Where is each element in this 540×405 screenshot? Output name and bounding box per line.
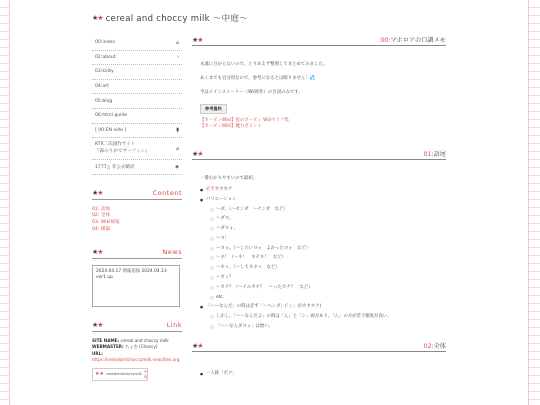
list-item: ○ 〜ダヨォ。 bbox=[210, 226, 438, 232]
main-content bbox=[192, 36, 446, 381]
sub-list bbox=[206, 207, 438, 301]
section-body bbox=[192, 160, 446, 330]
list-item bbox=[200, 187, 438, 193]
webmaster-key: WEBMASTER: bbox=[92, 344, 124, 350]
list-item: ○ 〜ネ！（〜ネ！ キテネ！ など） bbox=[210, 255, 438, 261]
nav-item-label: 00:index bbox=[95, 40, 115, 46]
section-title bbox=[380, 35, 446, 44]
news-heading-text: News bbox=[162, 247, 182, 256]
section-number: 01: bbox=[423, 151, 434, 158]
news-text: 2024.04.17 情報追加 2024.04.13 ver1 up bbox=[96, 268, 167, 280]
stars-icon: ★★ bbox=[92, 14, 103, 22]
nav-item-label: 04:art bbox=[95, 84, 109, 90]
site-name-value: cereal and choccy milk bbox=[120, 337, 169, 343]
nav-item-blog[interactable] bbox=[92, 94, 182, 109]
nav-item-label: 06:html guide bbox=[95, 113, 128, 119]
content-link[interactable]: 02: 全体 bbox=[92, 213, 111, 219]
section-title-text: マホロアの口調メモ bbox=[390, 37, 446, 44]
list-item: ○ 〜ヨ！ bbox=[210, 236, 438, 242]
nav-item-label: 03:kirby bbox=[95, 69, 114, 75]
site-title[interactable] bbox=[92, 12, 248, 24]
url-link[interactable]: https://cerealandchoccymilk.neocities.org bbox=[92, 357, 180, 363]
left-ruler bbox=[0, 0, 10, 405]
nav-item-label: 02:about bbox=[95, 54, 116, 60]
list-item: ○ 〜カィ？ bbox=[210, 275, 438, 281]
section-body bbox=[192, 352, 446, 377]
list-item-text: 一人称「ボク」 bbox=[206, 371, 237, 377]
paragraph: 今はメインストーリー（Wii原作）の台詞のみです。 bbox=[200, 90, 303, 95]
list-item: ○ 〜カナ？（〜イルカナ？ 〜ったカナ？ など） bbox=[210, 285, 438, 291]
section-heading bbox=[192, 36, 446, 46]
site-banner[interactable] bbox=[92, 368, 148, 381]
section-title bbox=[424, 341, 446, 350]
nav-item-art[interactable] bbox=[92, 80, 182, 95]
banner-sub: 中庭 bbox=[143, 370, 148, 380]
section-memo bbox=[192, 36, 446, 130]
section-title bbox=[424, 149, 446, 158]
list-item: ○ 〜ダ。（〜センダ 〜ナンダ など） bbox=[210, 207, 438, 213]
paragraph: 永遠に分からないので、とりあえず整理してまとめてみました。 bbox=[200, 62, 328, 67]
list-item: ○ 〜ダヨ。 bbox=[210, 216, 438, 222]
list-item bbox=[200, 197, 438, 301]
stars-icon: ★★ bbox=[92, 247, 103, 256]
news-box[interactable] bbox=[92, 265, 180, 307]
nav-item-label: KTR二次創作サイト 『森のりかでサーフィン』 bbox=[95, 142, 150, 154]
paragraph: 一番わかりやすいので最初。 bbox=[200, 176, 258, 181]
home-icon: ⌂ bbox=[175, 39, 179, 46]
list-item: ○ 「〜〜なんダヨォ」は無い。 bbox=[210, 324, 438, 330]
sidebar bbox=[92, 36, 182, 381]
section-endings bbox=[192, 150, 446, 330]
external-icon: ⌂ bbox=[175, 145, 179, 152]
bullet-list bbox=[200, 187, 438, 330]
list-item: ○ 〜ヨォ。（〜したいヨォ よかったヨォ など） bbox=[210, 246, 438, 252]
reference-label: 参考資料 bbox=[200, 104, 227, 114]
link-heading-text: Link bbox=[166, 320, 182, 329]
list-item bbox=[200, 371, 438, 377]
paragraph: あくまでも自分用なので、参考になるとは限りません！💦 bbox=[200, 76, 316, 81]
tag-icon: ◈ bbox=[175, 163, 179, 170]
right-ruler bbox=[528, 0, 540, 405]
site-name-key: SITE NAME: bbox=[92, 337, 120, 343]
bullet-list bbox=[200, 371, 438, 377]
site-title-text: cereal and choccy milk 〜中庭〜 bbox=[105, 14, 249, 24]
nav-item-html-guide[interactable] bbox=[92, 109, 182, 124]
content-heading bbox=[92, 189, 182, 200]
section-heading bbox=[192, 342, 446, 352]
stars-icon: ★★ bbox=[192, 35, 203, 44]
nav-list bbox=[92, 36, 182, 175]
nav-item-kirby[interactable] bbox=[92, 65, 182, 80]
list-item-text: バリエーション bbox=[206, 196, 237, 202]
content-list bbox=[92, 207, 182, 234]
stars-icon: ★★ bbox=[192, 149, 203, 158]
section-body bbox=[192, 46, 446, 130]
chevron-right-icon: › bbox=[177, 54, 179, 61]
section-number: 00: bbox=[380, 37, 391, 44]
list-item bbox=[200, 304, 438, 330]
content-link[interactable]: 01: 語尾 bbox=[92, 206, 111, 212]
reference-link[interactable]: 【カービィWiki】星のカービィ Wii/セリフ集 bbox=[200, 118, 289, 123]
content-link[interactable]: 03: Wiki情報 bbox=[92, 220, 120, 226]
nav-item-label: [ 00:EN side ] bbox=[95, 127, 127, 133]
nav-item-ktr-site[interactable] bbox=[92, 138, 182, 160]
banner-text: cerealandchoccymilk bbox=[105, 372, 142, 377]
content-link[interactable]: 04: 備築 bbox=[92, 226, 111, 232]
link-heading bbox=[92, 321, 182, 332]
list-item: ○ 〜ネッ。（〜してネネッ など） bbox=[210, 265, 438, 271]
sub-list bbox=[206, 314, 438, 330]
highlight-text: 必ず bbox=[206, 187, 215, 192]
link-info bbox=[92, 338, 182, 364]
webmaster-value: ちょき (Choccy) bbox=[125, 344, 158, 350]
section-heading bbox=[192, 150, 446, 160]
list-item-text: 「〜〜なんだ」の時は必ず「〜ヘンダ」(「ン」がカタカナ) bbox=[206, 304, 322, 310]
nav-item-about[interactable] bbox=[92, 51, 182, 66]
content-heading-text: Content bbox=[152, 188, 182, 197]
stars-icon: ★★ bbox=[95, 371, 104, 378]
list-item: ○ しかし、「〜〜なんだよ」の時は「ん」と「ン」両方あり。「ん」の方が若干頻度が高い。 bbox=[210, 314, 438, 320]
section-overall bbox=[192, 342, 446, 377]
news-heading bbox=[92, 248, 182, 259]
nav-item-label: 1777△ 非公式略訳 bbox=[95, 164, 135, 170]
section-title-text: 全体 bbox=[433, 343, 446, 351]
section-title-text: 語尾 bbox=[433, 151, 446, 158]
book-icon: ▮ bbox=[176, 127, 179, 134]
list-item: ○ etc. bbox=[210, 295, 438, 301]
nav-item-unofficial[interactable] bbox=[92, 160, 182, 175]
section-number: 02: bbox=[423, 343, 434, 351]
url-key: URL: bbox=[92, 350, 103, 356]
stars-icon: ★★ bbox=[92, 320, 103, 329]
nav-item-index[interactable] bbox=[92, 36, 182, 51]
list-item-text: 必ずカタカナ bbox=[206, 187, 233, 192]
stars-icon: ★★ bbox=[192, 341, 203, 350]
reference-link[interactable]: 【カービィWiki】魔力ポイント bbox=[200, 124, 262, 129]
nav-item-label: 05:blog bbox=[95, 98, 113, 104]
stars-icon: ★★ bbox=[92, 188, 103, 197]
nav-item-en-side[interactable] bbox=[92, 124, 182, 139]
